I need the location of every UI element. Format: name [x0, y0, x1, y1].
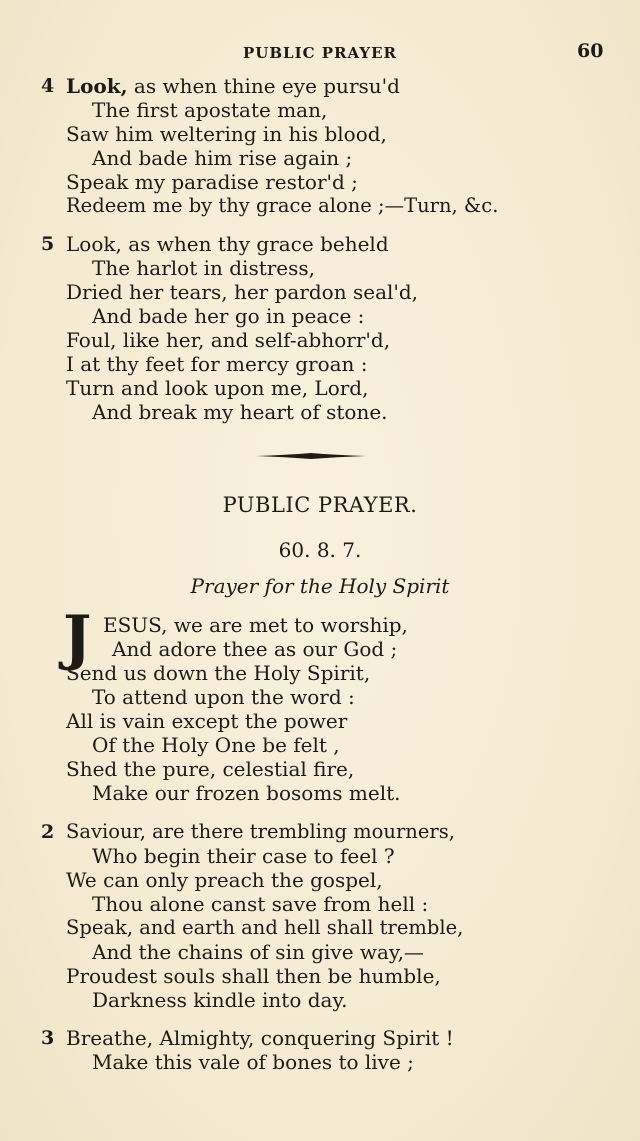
verse-line: To attend upon the word :	[92, 685, 355, 709]
verse-line: Turn and look upon me, Lord,	[66, 376, 369, 400]
verse-line: We can only preach the gospel,	[66, 868, 383, 892]
verse-line: ESUS, we are met to worship,	[103, 613, 408, 637]
verse-line: Look, as when thy grace beheld	[66, 232, 389, 256]
stanza-number: 2	[41, 821, 55, 843]
verse-line: And break my heart of stone.	[92, 400, 388, 424]
verse-line-rest: as when thine eye pursu'd	[127, 74, 400, 98]
verse-line: Darkness kindle into day.	[92, 988, 348, 1012]
verse-line: Speak, and earth and hell shall tremble,	[66, 916, 464, 939]
verse-line: Breathe, Almighty, conquering Spirit !	[66, 1026, 454, 1050]
verse-line: And bade her go in peace :	[92, 304, 365, 328]
verse-line: The first apostate man,	[92, 98, 328, 122]
verse-line: Make our frozen bosoms melt.	[92, 781, 401, 805]
verse-line: Proudest souls shall then be humble,	[66, 964, 441, 988]
hymn-subtitle: Prayer for the Holy Spirit	[190, 574, 450, 598]
verse-line: Dried her tears, her pardon seal'd,	[66, 280, 419, 304]
verse-line: Make this vale of bones to live ;	[92, 1050, 414, 1074]
verse-line: Thou alone canst save from hell :	[92, 892, 429, 916]
verse-line: Redeem me by thy grace alone ;—Turn, &c.	[66, 194, 499, 217]
verse-line: Saw him weltering in his blood,	[66, 122, 387, 146]
hymn-title: PUBLIC PRAYER.	[222, 493, 418, 517]
drop-cap: J	[63, 603, 92, 673]
verse-line: Saviour, are there trembling mourners,	[66, 820, 455, 843]
verse-line: Of the Holy One be felt ,	[92, 733, 340, 757]
verse-line: The harlot in distress,	[92, 256, 316, 280]
verse-line: And adore thee as our God ;	[112, 637, 398, 661]
verse-line: Send us down the Holy Spirit,	[66, 661, 371, 685]
verse-first-word: Look,	[66, 74, 128, 98]
running-head: PUBLIC PRAYER	[242, 44, 397, 62]
verse-line: Shed the pure, celestial fire,	[66, 757, 355, 781]
verse-line: Speak my paradise restor'd ;	[66, 170, 358, 194]
verse-line: All is vain except the power	[66, 709, 348, 733]
ornamental-rule	[256, 452, 366, 460]
stanza-number: 3	[41, 1027, 55, 1049]
stanza-number: 5	[41, 233, 55, 255]
hymn-number-meter: 60. 8. 7.	[278, 538, 362, 562]
verse-line	[66, 74, 400, 98]
verse-line: Who begin their case to feel ?	[92, 844, 395, 868]
verse-line: Foul, like her, and self-abhorr'd,	[66, 328, 391, 352]
verse-line: And the chains of sin give way,—	[92, 940, 424, 964]
verse-line: And bade him rise again ;	[92, 146, 353, 170]
page-number: 60	[577, 40, 604, 62]
verse-line: I at thy feet for mercy groan :	[66, 352, 368, 376]
stanza-number: 4	[41, 75, 55, 97]
